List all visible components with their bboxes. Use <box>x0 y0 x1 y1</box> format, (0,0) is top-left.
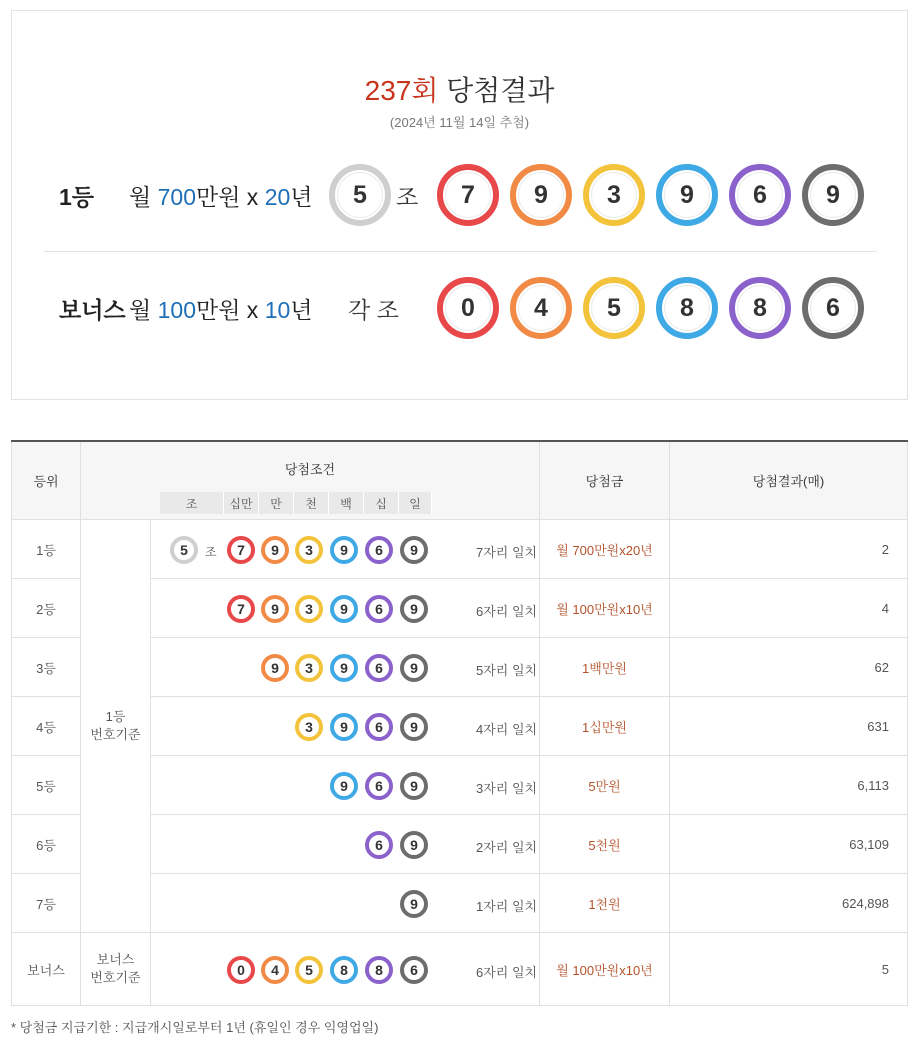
rank-cell: 2등 <box>11 579 81 638</box>
title-suffix: 당첨결과 <box>446 75 555 106</box>
first-prize-prefix: 월 <box>129 184 152 210</box>
prize-cell: 월 700만원x20년 <box>540 520 670 579</box>
rank-cell: 7등 <box>11 874 81 933</box>
bonus-prize-years-unit: 년 <box>290 297 313 323</box>
prize-cell: 5천원 <box>540 815 670 874</box>
first-prize-amount-unit: 만원 x <box>195 184 259 210</box>
bonus-prize-amount: 100 <box>157 297 196 323</box>
count-cell: 4 <box>670 579 908 638</box>
bonus-prize-years: 10 <box>264 297 291 323</box>
first-prize-years-unit: 년 <box>290 184 313 210</box>
basis-first-line2: 번호기준 <box>90 727 141 742</box>
number-ball: 3 <box>295 654 323 682</box>
prize-cell: 월 100만원x10년 <box>540 579 670 638</box>
subheader-10: 십 <box>364 492 399 514</box>
basis-bonus-line1: 보너스 <box>96 952 135 967</box>
group-ball: 5 <box>170 536 198 564</box>
first-rank-label: 1등 <box>59 184 95 210</box>
match-text: 6자리 일치 <box>476 603 538 619</box>
prize-cell: 월 100만원x10년 <box>540 933 670 1006</box>
bonus-number-ball: 5 <box>583 277 645 339</box>
number-ball: 6 <box>365 536 393 564</box>
page-title <box>12 69 907 109</box>
number-ball: 9 <box>400 654 428 682</box>
prize-cell: 5만원 <box>540 756 670 815</box>
draw-date: (2024년 11월 14일 추첨) <box>389 115 530 130</box>
count-cell: 631 <box>670 697 908 756</box>
match-text: 5자리 일치 <box>476 662 538 678</box>
number-ball: 9 <box>261 536 289 564</box>
bonus-prize-amount-unit: 만원 x <box>195 297 259 323</box>
header-result: 당첨결과(매) <box>670 442 908 520</box>
bonus-number-ball: 4 <box>510 277 572 339</box>
first-number-ball: 9 <box>510 164 572 226</box>
bonus-number-ball: 8 <box>729 277 791 339</box>
match-text: 2자리 일치 <box>476 839 538 855</box>
subheader-100k: 십만 <box>224 492 259 514</box>
round-number: 237회 <box>364 75 439 106</box>
prize-cell: 1십만원 <box>540 697 670 756</box>
number-ball: 9 <box>330 654 358 682</box>
subheader-1: 일 <box>399 492 432 514</box>
first-number-ball: 3 <box>583 164 645 226</box>
subheader-jo: 조 <box>160 492 224 514</box>
bonus-number-ball: 8 <box>656 277 718 339</box>
group-suffix: 조 <box>396 184 419 210</box>
count-cell: 6,113 <box>670 756 908 815</box>
number-ball: 9 <box>400 536 428 564</box>
subheader-10k: 만 <box>259 492 294 514</box>
match-text: 7자리 일치 <box>476 544 538 560</box>
group-suffix: 조 <box>205 544 217 559</box>
header-prize: 당첨금 <box>540 442 670 520</box>
bonus-number-ball: 6 <box>802 277 864 339</box>
number-ball: 3 <box>295 595 323 623</box>
number-ball: 9 <box>400 595 428 623</box>
rank-cell: 4등 <box>11 697 81 756</box>
group-ball: 5 <box>329 164 391 226</box>
first-number-ball: 6 <box>729 164 791 226</box>
first-number-ball: 9 <box>802 164 864 226</box>
number-ball: 6 <box>400 956 428 984</box>
payment-deadline-note: * 당첨금 지급기한 : 지급개시일로부터 1년 (휴일인 경우 익영업일) <box>11 1020 379 1035</box>
prize-table <box>11 440 908 985</box>
basis-bonus-cell <box>81 933 151 1006</box>
first-prize-row <box>12 161 907 231</box>
basis-first-cell <box>81 520 151 933</box>
rank-cell: 1등 <box>11 520 81 579</box>
bonus-number-ball: 0 <box>437 277 499 339</box>
number-ball: 9 <box>400 713 428 741</box>
number-ball: 3 <box>295 713 323 741</box>
first-prize-text <box>129 179 313 212</box>
basis-first-line1: 1등 <box>105 709 126 724</box>
bonus-prize-text <box>129 292 313 325</box>
number-ball: 9 <box>400 890 428 918</box>
match-text: 1자리 일치 <box>476 898 538 914</box>
count-cell: 63,109 <box>670 815 908 874</box>
count-cell: 2 <box>670 520 908 579</box>
count-cell: 62 <box>670 638 908 697</box>
bonus-prize-row <box>12 274 907 344</box>
number-ball: 9 <box>330 595 358 623</box>
each-group-text: 각 조 <box>348 297 399 323</box>
count-cell: 5 <box>670 933 908 1006</box>
card-divider <box>44 251 877 252</box>
number-ball: 5 <box>295 956 323 984</box>
match-text: 6자리 일치 <box>476 964 538 980</box>
number-ball: 9 <box>330 536 358 564</box>
first-prize-amount: 700 <box>157 184 196 210</box>
header-condition: 당첨조건 <box>81 442 540 520</box>
first-number-ball: 7 <box>437 164 499 226</box>
bonus-rank-label: 보너스 <box>59 297 126 323</box>
count-cell: 624,898 <box>670 874 908 933</box>
rank-cell: 3등 <box>11 638 81 697</box>
number-ball: 6 <box>365 772 393 800</box>
number-ball: 6 <box>365 654 393 682</box>
number-ball: 6 <box>365 713 393 741</box>
prize-cell: 1백만원 <box>540 638 670 697</box>
number-ball: 9 <box>261 595 289 623</box>
bonus-prize-prefix: 월 <box>129 297 152 323</box>
number-ball: 3 <box>295 536 323 564</box>
number-ball: 8 <box>365 956 393 984</box>
number-ball: 0 <box>227 956 255 984</box>
number-ball: 6 <box>365 831 393 859</box>
result-card <box>11 10 908 400</box>
subheader-1k: 천 <box>294 492 329 514</box>
subheader-100: 백 <box>329 492 364 514</box>
number-ball: 9 <box>330 772 358 800</box>
match-text: 4자리 일치 <box>476 721 538 737</box>
first-prize-years: 20 <box>264 184 291 210</box>
rank-cell: 5등 <box>11 756 81 815</box>
first-number-ball: 9 <box>656 164 718 226</box>
number-ball: 4 <box>261 956 289 984</box>
rank-cell: 보너스 <box>11 933 81 1006</box>
rank-cell: 6등 <box>11 815 81 874</box>
number-ball: 7 <box>227 595 255 623</box>
number-ball: 9 <box>400 831 428 859</box>
number-ball: 7 <box>227 536 255 564</box>
number-ball: 6 <box>365 595 393 623</box>
header-rank: 등위 <box>11 442 81 520</box>
basis-bonus-line2: 번호기준 <box>90 970 141 985</box>
number-ball: 9 <box>400 772 428 800</box>
number-ball: 9 <box>261 654 289 682</box>
match-text: 3자리 일치 <box>476 780 538 796</box>
number-ball: 8 <box>330 956 358 984</box>
prize-cell: 1천원 <box>540 874 670 933</box>
number-ball: 9 <box>330 713 358 741</box>
